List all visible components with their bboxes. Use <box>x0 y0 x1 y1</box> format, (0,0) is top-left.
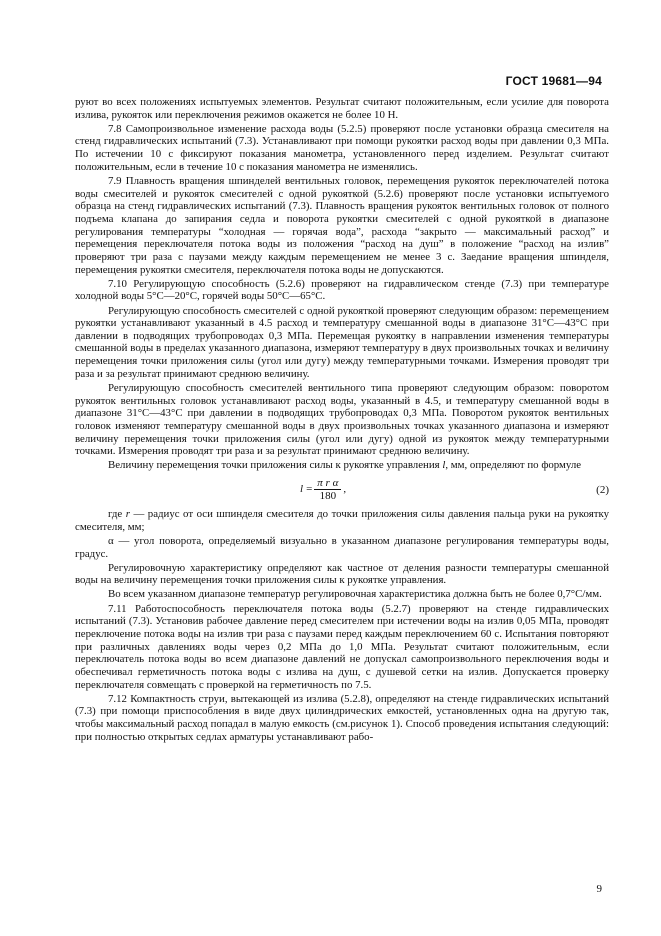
paragraph-7-10: 7.10 Регулирующую способность (5.2.6) проверяют на гидравлическом стенде (7.3) при температуре холодной воды 5°С—20°С, горячей воды 50°С—65°С. <box>75 277 609 303</box>
paragraph-7-11: 7.11 Работоспособность переключателя потока воды (5.2.7) проверяют на стенде гидравлических испытаний (7.3). Установив рабочее давление перед смесителем при истечении воды на излив 0,05 МПа, проводят переключение потока воды на излив три раза с паузами перед каждым переключением 60 с. Испытания повторяют при различных давлениях воды через 0,2 МПа до 1,0 МПа. Результат считают положительным, если переключатель потока воды во всем диапазоне давлений не допускал самопроизвольного переключения воды и обеспечивал герметичность потока воды с излива на душ, с душевой сетки на излив. Допускается проверку переключателя совмещать с проверкой на герметичность по 7.5. <box>75 602 609 691</box>
formula-suffix: , <box>343 483 347 496</box>
formula-number: (2) <box>596 484 609 497</box>
definition-r-text: — радиус от оси шпинделя смесителя до точки приложения силы давления пальца руки на рукоятку смесителя, мм; <box>75 508 609 533</box>
paragraph-valve-type: Регулирующую способность смесителей вентильного типа проверяют следующим образом: поворотом рукояток вентильных головок устанавливают расход воды, указанный в 4.5, и температуру смешанной воды в диапазоне 31°С—43°С при давлении в подводящих трубопроводах 0,3 МПа. Поворотом рукояток вентильных головок изменяют температуру смешанной воды в двух произвольных точках указанного диапазона и измеряют величину перемещения точки приложения силы (угол или дугу) одной из рукояток между температурными точками. Измерения проводят три раза и за результат принимают среднюю величину. <box>75 381 609 458</box>
definition-r-var: r <box>125 508 130 521</box>
paragraph-single-lever: Регулирующую способность смесителей с одной рукояткой проверяют следующим образом: перемещением рукоятки устанавливают указанный в 4.5 расход и температуру смешанной воды в диапазоне 31°С—43°С при давлении в подводящих трубопроводах 0,3 МПа. Перемещая рукоятку в направлении изменения температуры смешанной воды в пределах указанного диапазона, измеряют температуру в двух произвольных точках и величину перемещения точки приложения силы (угол или дугу) между температурными точками. Измерения проводят три раза и за результат принимают среднюю величину. <box>75 304 609 380</box>
formula-intro-after: , мм, определяют по формуле <box>445 459 582 472</box>
paragraph-7-12: 7.12 Компактность струи, вытекающей из излива (5.2.8), определяют на стенде гидравлических испытаний (7.3) при помощи приспособления в виде двух цилиндрических емкостей, установленных одна на другую так, чтобы максимальный расход попадал в малую емкость (см.рисунок 1). Способ проведения испытания следующий: при полностью открытых седлах арматуры устанавливают рабо- <box>75 692 609 743</box>
body-text <box>75 96 609 745</box>
paragraph-7-8: 7.8 Самопроизвольное изменение расхода воды (5.2.5) проверяют после установки образца смесителя на стенд гидравлических испытаний (7.3). Устанавливают при помощи рукоятки расход воды при давлении 0,3 МПа. По истечении 10 с фиксируют показания манометра, установленного перед изделием. Результат считают положительным, если в течение 10 с показания манометра не изменялись. <box>75 122 609 173</box>
definition-r-pre: где <box>108 508 126 521</box>
page-number: 9 <box>596 883 602 895</box>
definition-r <box>75 508 609 533</box>
formula-fraction <box>314 477 341 502</box>
formula-equals: = <box>306 483 313 496</box>
paragraph-characteristic: Регулировочную характеристику определяют как частное от деления разности температуры смешанной воды на величину перемещения точки приложения силы к рукоятке управления. <box>75 561 609 587</box>
definition-alpha-text: — угол поворота, определяемый визуально в указанном диапазоне регулирования температуры воды, градус. <box>75 534 609 560</box>
formula-intro-before: Величину перемещения точки приложения силы к рукоятке управления <box>108 459 443 472</box>
definition-alpha <box>75 535 609 560</box>
paragraph-7-9: 7.9 Плавность вращения шпинделей вентильных головок, перемещения рукояток переключателей потока воды смесителей и рукояток смесителей с одной рукояткой (5.2.6) проверяют после установки испытуемого образца на стенд гидравлических испытаний (7.3). Плавность вращения рукояток вентильных головок от полного подъема клапана до запирания седла и поворота рукоятки смесителей с одной рукояткой в диапазоне регулирования температуры “холодная — горячая вода”, расхода “закрыто — максимальный расход” и перемещения переключателя потока воды из положения “расход на душ” в положение “расход на излив” проверяют три раза с паузами между каждым перемещением не менее 3 с. Заедание вращения шпинделя, перемещения рукоятки смесителя, переключателя потока воды не допускаются. <box>75 174 609 276</box>
formula-intro <box>75 459 609 472</box>
formula-lhs: l <box>300 483 304 496</box>
formula-block <box>75 474 609 504</box>
paragraph-limit: Во всем указанном диапазоне температур регулировочная характеристика должна быть не более 0,7°С/мм. <box>108 588 602 601</box>
document-header: ГОСТ 19681—94 <box>505 74 602 88</box>
formula-denominator: 180 <box>319 490 337 503</box>
formula <box>300 477 346 502</box>
paragraph-continuation: руют во всех положениях испытуемых элементов. Результат считают положительным, если усилие для поворота излива, рукояток или переключения режимов окажется не более 10 Н. <box>75 96 609 121</box>
formula-intro-var: l <box>442 459 446 472</box>
definition-alpha-var: α <box>108 534 114 547</box>
formula-numerator: π r α <box>314 477 341 490</box>
